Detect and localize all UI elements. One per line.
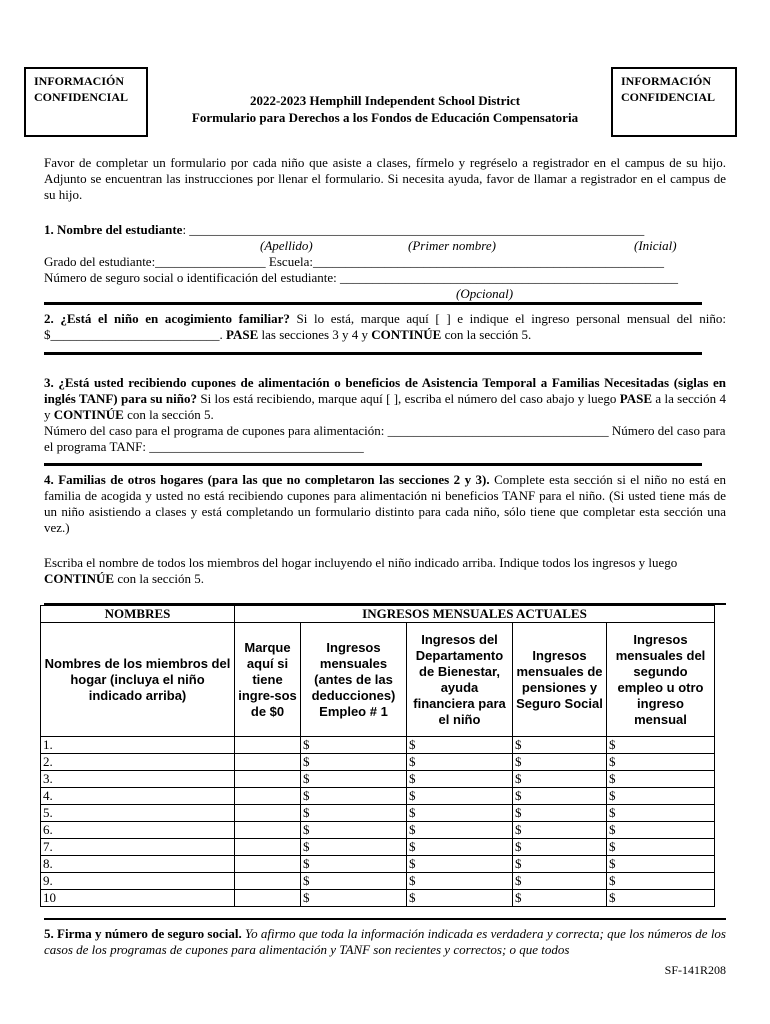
table-row [41, 890, 715, 907]
section-3-text-2: a la sección 4 y [44, 391, 726, 422]
section-2 [44, 311, 726, 343]
section-4-heading: 4. Familias de otros hogares (para las que no completaron las secciones 2 y 3). [44, 472, 490, 487]
confidential-box-left [24, 67, 148, 137]
student-name-field[interactable]: : ______________________________________________________________________ [182, 222, 645, 237]
other-income-cell[interactable]: $ [607, 873, 715, 890]
section-4 [44, 472, 726, 536]
grade-school-field[interactable]: Grado del estudiante:_________________ Escuela:______________________________________________________ [44, 254, 664, 269]
confidential-box-right [611, 67, 737, 137]
pension-income-cell[interactable]: $ [513, 890, 607, 907]
other-income-cell[interactable]: $ [607, 788, 715, 805]
table-row [41, 771, 715, 788]
zero-income-checkbox[interactable] [235, 788, 301, 805]
employment-income-cell[interactable]: $ [301, 805, 407, 822]
pension-income-cell[interactable]: $ [513, 754, 607, 771]
form-code: SF-141R208 [664, 963, 726, 977]
title-line-2: Formulario para Derechos a los Fondos de Educación Compensatoria [191, 110, 579, 125]
primer-nombre-caption: (Primer nombre) [408, 238, 496, 253]
section-3-text-3: con la sección 5. [123, 407, 214, 422]
row-number[interactable]: 9. [41, 873, 235, 890]
row-number[interactable]: 4. [41, 788, 235, 805]
employment-income-cell[interactable]: $ [301, 788, 407, 805]
section-5-heading: 5. Firma y número de seguro social. [44, 926, 242, 941]
pension-income-cell[interactable]: $ [513, 873, 607, 890]
row-number[interactable]: 7. [41, 839, 235, 856]
apellido-caption: (Apellido) [260, 238, 313, 253]
row-number[interactable]: 8. [41, 856, 235, 873]
section-2-text-2: las secciones 3 y 4 y [258, 327, 372, 342]
welfare-income-cell[interactable]: $ [407, 856, 513, 873]
pension-income-cell[interactable]: $ [513, 737, 607, 754]
confidential-left-text: INFORMACIÓN CONFIDENCIAL [34, 74, 129, 104]
welfare-income-cell[interactable]: $ [407, 805, 513, 822]
table-row [41, 822, 715, 839]
section-4-para2-end: con la sección 5. [114, 571, 204, 586]
zero-income-checkbox[interactable] [235, 856, 301, 873]
welfare-income-cell[interactable]: $ [407, 839, 513, 856]
form-title [160, 92, 610, 126]
employment-income-cell[interactable]: $ [301, 754, 407, 771]
zero-income-checkbox[interactable] [235, 754, 301, 771]
employment-income-cell[interactable]: $ [301, 856, 407, 873]
employment-income-cell[interactable]: $ [301, 890, 407, 907]
employment-income-cell[interactable]: $ [301, 737, 407, 754]
section-5 [44, 926, 726, 958]
welfare-income-cell[interactable]: $ [407, 822, 513, 839]
pension-income-cell[interactable]: $ [513, 822, 607, 839]
row-number[interactable]: 6. [41, 822, 235, 839]
welfare-income-cell[interactable]: $ [407, 788, 513, 805]
other-income-cell[interactable]: $ [607, 839, 715, 856]
title-line-1: 2022-2023 Hemphill Independent School District [249, 93, 521, 108]
other-income-cell[interactable]: $ [607, 805, 715, 822]
pension-income-cell[interactable]: $ [513, 788, 607, 805]
zero-income-checkbox[interactable] [235, 771, 301, 788]
section-3 [44, 375, 726, 455]
household-income-table [40, 605, 715, 907]
welfare-income-cell[interactable]: $ [407, 890, 513, 907]
row-number[interactable]: 10 [41, 890, 235, 907]
welfare-income-cell[interactable]: $ [407, 754, 513, 771]
zero-income-checkbox[interactable] [235, 873, 301, 890]
zero-income-checkbox[interactable] [235, 822, 301, 839]
other-income-cell[interactable]: $ [607, 856, 715, 873]
row-number[interactable]: 1. [41, 737, 235, 754]
welfare-income-cell[interactable]: $ [407, 771, 513, 788]
welfare-income-cell[interactable]: $ [407, 737, 513, 754]
col-names-header: Nombres de los miembros del hogar (incluya el niño indicado arriba) [41, 623, 235, 737]
pension-income-cell[interactable]: $ [513, 805, 607, 822]
intro-paragraph: Favor de completar un formulario por cada niño que asiste a clases, fírmelo y regréselo a registrador en el campus de su hijo. Adjunto se encuentran las instrucciones por llenar el formulario. Si necesita ayuda, favor de llamar a registrador en el campus de su hijo. [44, 155, 726, 202]
ssn-field[interactable]: Número de seguro social o identificación del estudiante: ____________________________________________________ [44, 270, 679, 285]
table-row [41, 856, 715, 873]
section-5-text: Yo afirmo que toda la información indicada es verdadera y correcta; que los números de los casos de los programas de cupones para alimentación y TANF son recientes y correctos; o que todos [44, 926, 726, 957]
income-header: INGRESOS MENSUALES ACTUALES [235, 606, 715, 623]
section-1-label: 1. Nombre del estudiante [44, 222, 183, 237]
section-3-question: 3. ¿Está usted recibiendo cupones de alimentación o beneficios de Asistencia Temporal a Familias Necesitadas (siglas en inglés TANF) para su niño? [44, 375, 726, 406]
table-row [41, 754, 715, 771]
other-income-cell[interactable]: $ [607, 754, 715, 771]
section-4-text: Complete esta sección si el niño no está en familia de acogida y usted no está recibiendo cupones para alimentación ni beneficios TANF para el niño. (Si usted tiene más de un niño asistiendo a clases y está completando un formulario distinto para cada niño, sólo tiene que completar esta sección una vez.) [44, 472, 726, 535]
divider-5 [44, 918, 726, 920]
pase-label-3: PASE [619, 391, 653, 406]
row-number[interactable]: 3. [41, 771, 235, 788]
names-header: NOMBRES [41, 606, 235, 623]
col-employment-header: Ingresos mensuales (antes de las deducciones) Empleo # 1 [301, 623, 407, 737]
continue-label-4: CONTINÚE [44, 571, 115, 586]
col-welfare-header: Ingresos del Departamento de Bienestar, ayuda financiera para el niño [407, 623, 513, 737]
divider-2 [44, 352, 702, 355]
pension-income-cell[interactable]: $ [513, 771, 607, 788]
other-income-cell[interactable]: $ [607, 737, 715, 754]
section-2-text[interactable]: Si lo está, marque aquí [ ] e indique el ingreso personal mensual del niño: $__________________________. [44, 311, 726, 342]
continue-label-3: CONTINÚE [53, 407, 124, 422]
section-2-text-3: con la sección 5. [441, 327, 532, 342]
zero-income-checkbox[interactable] [235, 805, 301, 822]
pase-label: PASE [222, 327, 259, 342]
continue-label: CONTINÚE [371, 327, 442, 342]
section-4-instructions [44, 555, 726, 587]
table-row [41, 839, 715, 856]
table-row [41, 873, 715, 890]
pension-income-cell[interactable]: $ [513, 839, 607, 856]
case-number-fields[interactable]: Número del caso para el programa de cupones para alimentación: __________________________________ Número del caso para el programa TANF: _________________________________ [44, 423, 726, 454]
pension-income-cell[interactable]: $ [513, 856, 607, 873]
divider-1 [44, 302, 702, 305]
col-mark-header: Marque aquí si tiene ingre-sos de $0 [235, 623, 301, 737]
opcional-caption: (Opcional) [456, 286, 514, 301]
table-row [41, 737, 715, 754]
other-income-cell[interactable]: $ [607, 822, 715, 839]
other-income-cell[interactable]: $ [607, 771, 715, 788]
employment-income-cell[interactable]: $ [301, 771, 407, 788]
section-3-text[interactable]: Si los está recibiendo, marque aquí [ ], escriba el número del caso abajo y luego [197, 391, 620, 406]
welfare-income-cell[interactable]: $ [407, 873, 513, 890]
col-other-header: Ingresos mensuales del segundo empleo u otro ingreso mensual [607, 623, 715, 737]
row-number[interactable]: 2. [41, 754, 235, 771]
zero-income-checkbox[interactable] [235, 737, 301, 754]
inicial-caption: (Inicial) [634, 238, 677, 253]
section-2-question: 2. ¿Está el niño en acogimiento familiar? [44, 311, 290, 326]
employment-income-cell[interactable]: $ [301, 822, 407, 839]
other-income-cell[interactable]: $ [607, 890, 715, 907]
section-1 [44, 222, 726, 302]
divider-3 [44, 463, 702, 466]
employment-income-cell[interactable]: $ [301, 873, 407, 890]
zero-income-checkbox[interactable] [235, 890, 301, 907]
col-pension-header: Ingresos mensuales de pensiones y Seguro Social [513, 623, 607, 737]
zero-income-checkbox[interactable] [235, 839, 301, 856]
section-4-para2: Escriba el nombre de todos los miembros del hogar incluyendo el niño indicado arriba. Indique todos los ingresos y luego [44, 555, 678, 570]
confidential-right-text: INFORMACIÓN CONFIDENCIAL [621, 74, 716, 104]
table-row [41, 788, 715, 805]
row-number[interactable]: 5. [41, 805, 235, 822]
employment-income-cell[interactable]: $ [301, 839, 407, 856]
table-row [41, 805, 715, 822]
